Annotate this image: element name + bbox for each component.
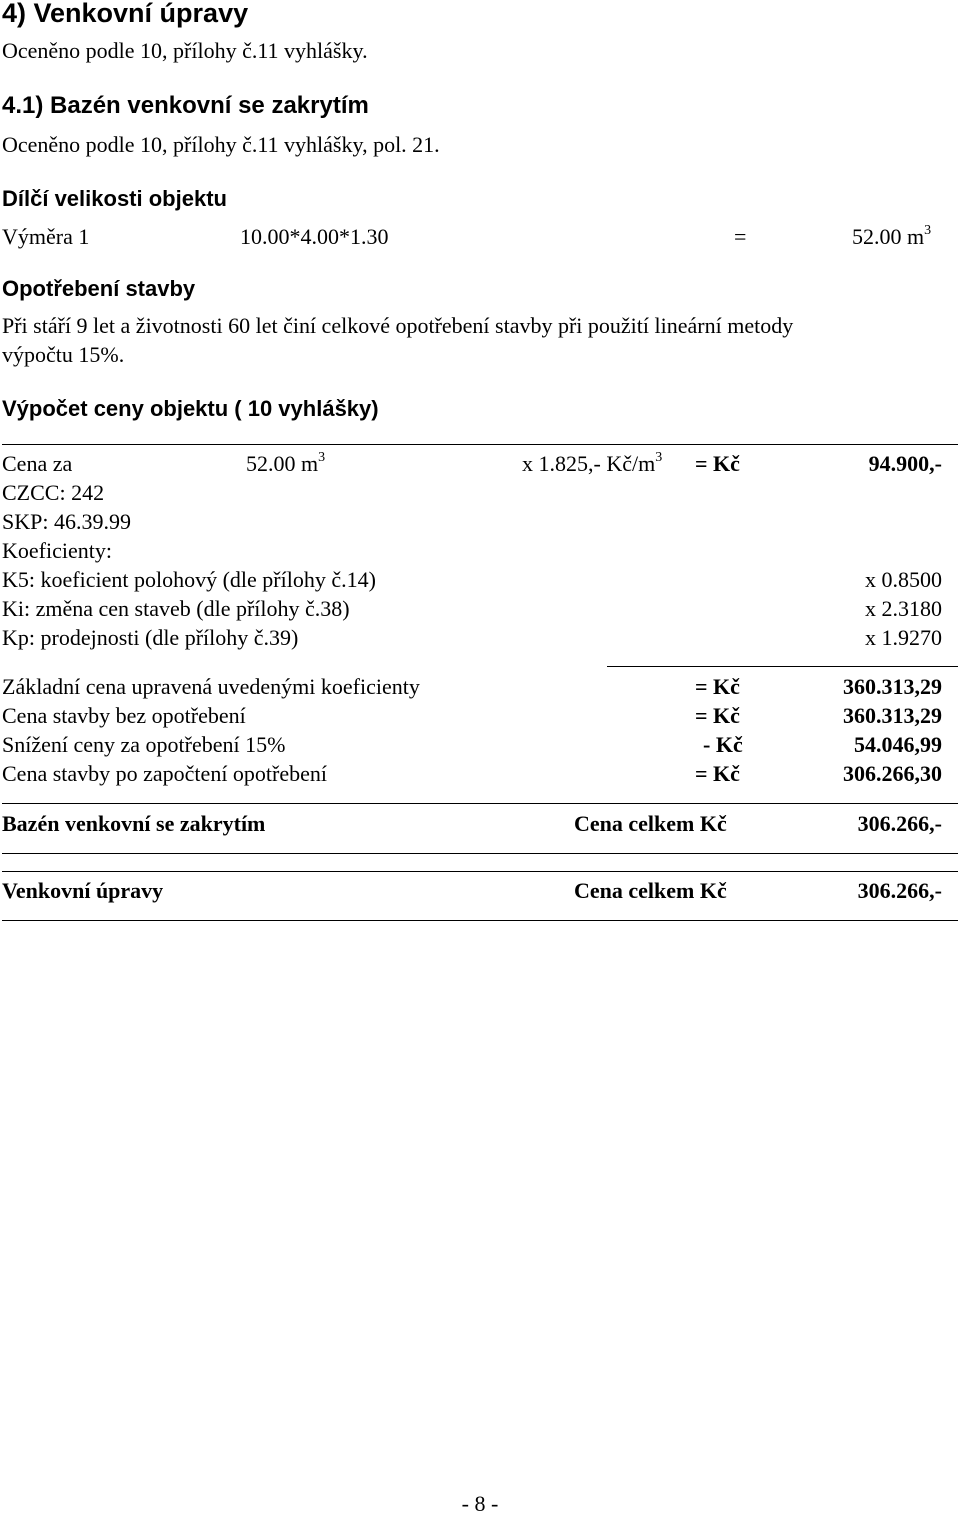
total-value-object: 306.266,- — [857, 811, 942, 836]
totals-rule-4 — [2, 920, 958, 921]
sizes-heading: Dílčí velikosti objektu — [2, 186, 227, 211]
result-op: = Kč — [695, 761, 740, 786]
total-caption-object: Cena celkem Kč — [574, 811, 727, 836]
cena-za-label: Cena za — [2, 451, 73, 476]
result-label: Základní cena upravená uvedenými koeficienty — [2, 674, 420, 699]
subsection-note: Oceněno podle 10, přílohy č.11 vyhlášky, pol. 21. — [2, 132, 440, 157]
sizes-label: Výměra 1 — [2, 224, 90, 249]
totals-rule-2 — [2, 853, 958, 854]
totals-rule-1 — [2, 803, 958, 804]
result-label: Snížení ceny za opotřebení 15% — [2, 732, 286, 757]
sizes-formula: 10.00*4.00*1.30 — [240, 224, 389, 249]
total-label-object: Bazén venkovní se zakrytím — [2, 811, 266, 836]
sizes-eq: = — [734, 224, 747, 249]
total-value-section: 306.266,- — [857, 878, 942, 903]
cena-za-eq: = Kč — [695, 451, 740, 476]
wear-text-line1: Při stáří 9 let a životnosti 60 let činí celkové opotřebení stavby při použití lineární metody — [2, 313, 794, 338]
cena-za-qty: 52.00 $m^3$ — [246, 449, 326, 476]
calc-heading: Výpočet ceny objektu ( 10 vyhlášky) — [2, 396, 379, 421]
result-value: 306.266,30 — [843, 761, 942, 786]
skp: SKP: 46.39.99 — [2, 509, 131, 534]
section-title: 4) Venkovní úpravy — [2, 0, 249, 28]
result-op: - Kč — [703, 732, 743, 757]
total-label-section: Venkovní úpravy — [2, 878, 164, 903]
coef-label: K5: koeficient polohový (dle přílohy č.14) — [2, 567, 376, 592]
totals-rule-3 — [2, 871, 958, 872]
wear-text-line2: výpočtu 15%. — [2, 342, 125, 367]
czcc: CZCC: 242 — [2, 480, 105, 505]
coef-value: x 1.9270 — [865, 625, 942, 650]
result-value: 360.313,29 — [843, 674, 942, 699]
wear-heading: Opotřebení stavby — [2, 276, 196, 301]
result-value: 360.313,29 — [843, 703, 942, 728]
result-value: 54.046,99 — [854, 732, 942, 757]
total-caption-section: Cena celkem Kč — [574, 878, 727, 903]
unit-price: x 1.825,- $Kč/m^3$ — [522, 449, 663, 476]
page-number: - 8 - — [461, 1491, 499, 1516]
result-op: = Kč — [695, 703, 740, 728]
coef-sum-rule — [607, 666, 958, 667]
result-label: Cena stavby bez opotřebení — [2, 703, 246, 728]
coef-heading: Koeficienty: — [2, 538, 112, 563]
coef-label: Kp: prodejnosti (dle přílohy č.39) — [2, 625, 299, 650]
coef-value: x 2.3180 — [865, 596, 942, 621]
coef-value: x 0.8500 — [865, 567, 942, 592]
result-op: = Kč — [695, 674, 740, 699]
sizes-value: 52.00 $m^3$ — [852, 222, 932, 249]
section-note: Oceněno podle 10, přílohy č.11 vyhlášky. — [2, 38, 368, 63]
subsection-title: 4.1) Bazén venkovní se zakrytím — [2, 92, 369, 119]
coef-label: Ki: změna cen staveb (dle přílohy č.38) — [2, 596, 350, 621]
cena-za-total: 94.900,- — [868, 451, 942, 476]
result-label: Cena stavby po započtení opotřebení — [2, 761, 328, 786]
calc-top-rule — [2, 444, 958, 445]
